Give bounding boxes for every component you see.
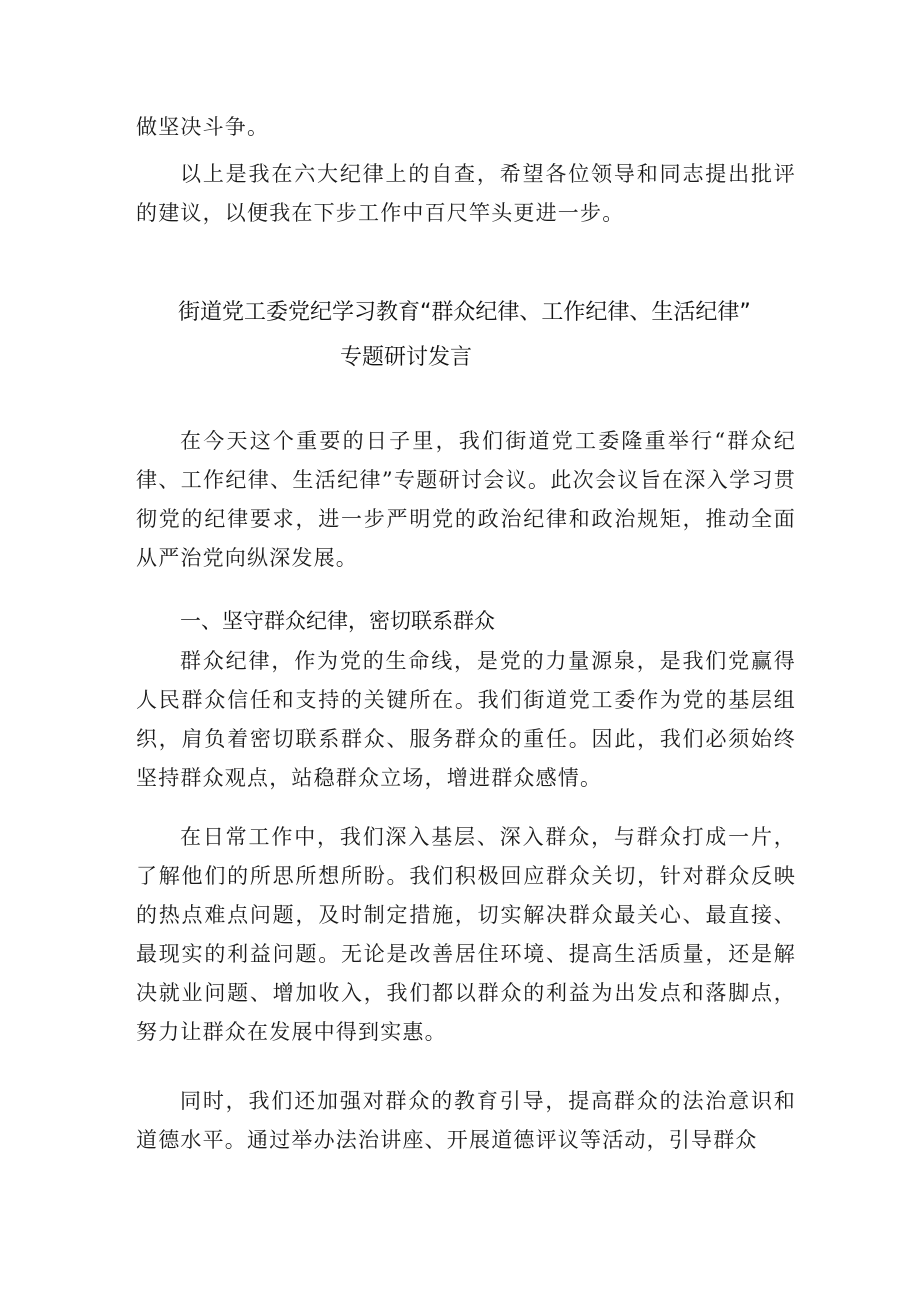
paragraph-mass-discipline-1: 群众纪律，作为党的生命线，是党的力量源泉，是我们党赢得人民群众信任和支持的关键所在。我们街道党工委作为党的基层组织，肩负着密切联系群众、服务群众的重任。因此，我们必须始终坚持群众观点，站稳群众立场，增进群众感情。 [136,649,796,790]
document-title-line-1: 街道党工委党纪学习教育“群众纪律、工作纪律、生活纪律” [178,300,751,325]
section-heading-one: 一、坚守群众纪律，密切联系群众 [180,609,495,633]
paragraph-tail: 做坚决斗争。 [136,115,270,139]
paragraph-mass-discipline-2: 在日常工作中，我们深入基层、深入群众，与群众打成一片，了解他们的所思所想所盼。我们积极回应群众关切，针对群众反映的热点难点问题，及时制定措施，切实解决群众最关心、最直接、最现实的利益问题。无论是改善居住环境、提高生活质量，还是解决就业问题、增加收入，我们都以群众的利益为出发点和落脚点，努力让群众在发展中得到实惠。 [136,825,796,1044]
document-title-line-2: 专题研讨发言 [340,345,473,370]
paragraph-intro: 在今天这个重要的日子里，我们街道党工委隆重举行“群众纪律、工作纪律、生活纪律”专题研讨会议。此次会议旨在深入学习贯彻党的纪律要求，进一步严明党的政治纪律和政治规矩，推动全面从严治党向纵深发展。 [136,429,796,570]
paragraph-closing: 以上是我在六大纪律上的自查，希望各位领导和同志提出批评的建议，以便我在下步工作中百尺竿头更进一步。 [136,162,796,225]
paragraph-mass-discipline-3: 同时，我们还加强对群众的教育引导，提高群众的法治意识和道德水平。通过举办法治讲座、开展道德评议等活动，引导群众 [136,1089,796,1152]
